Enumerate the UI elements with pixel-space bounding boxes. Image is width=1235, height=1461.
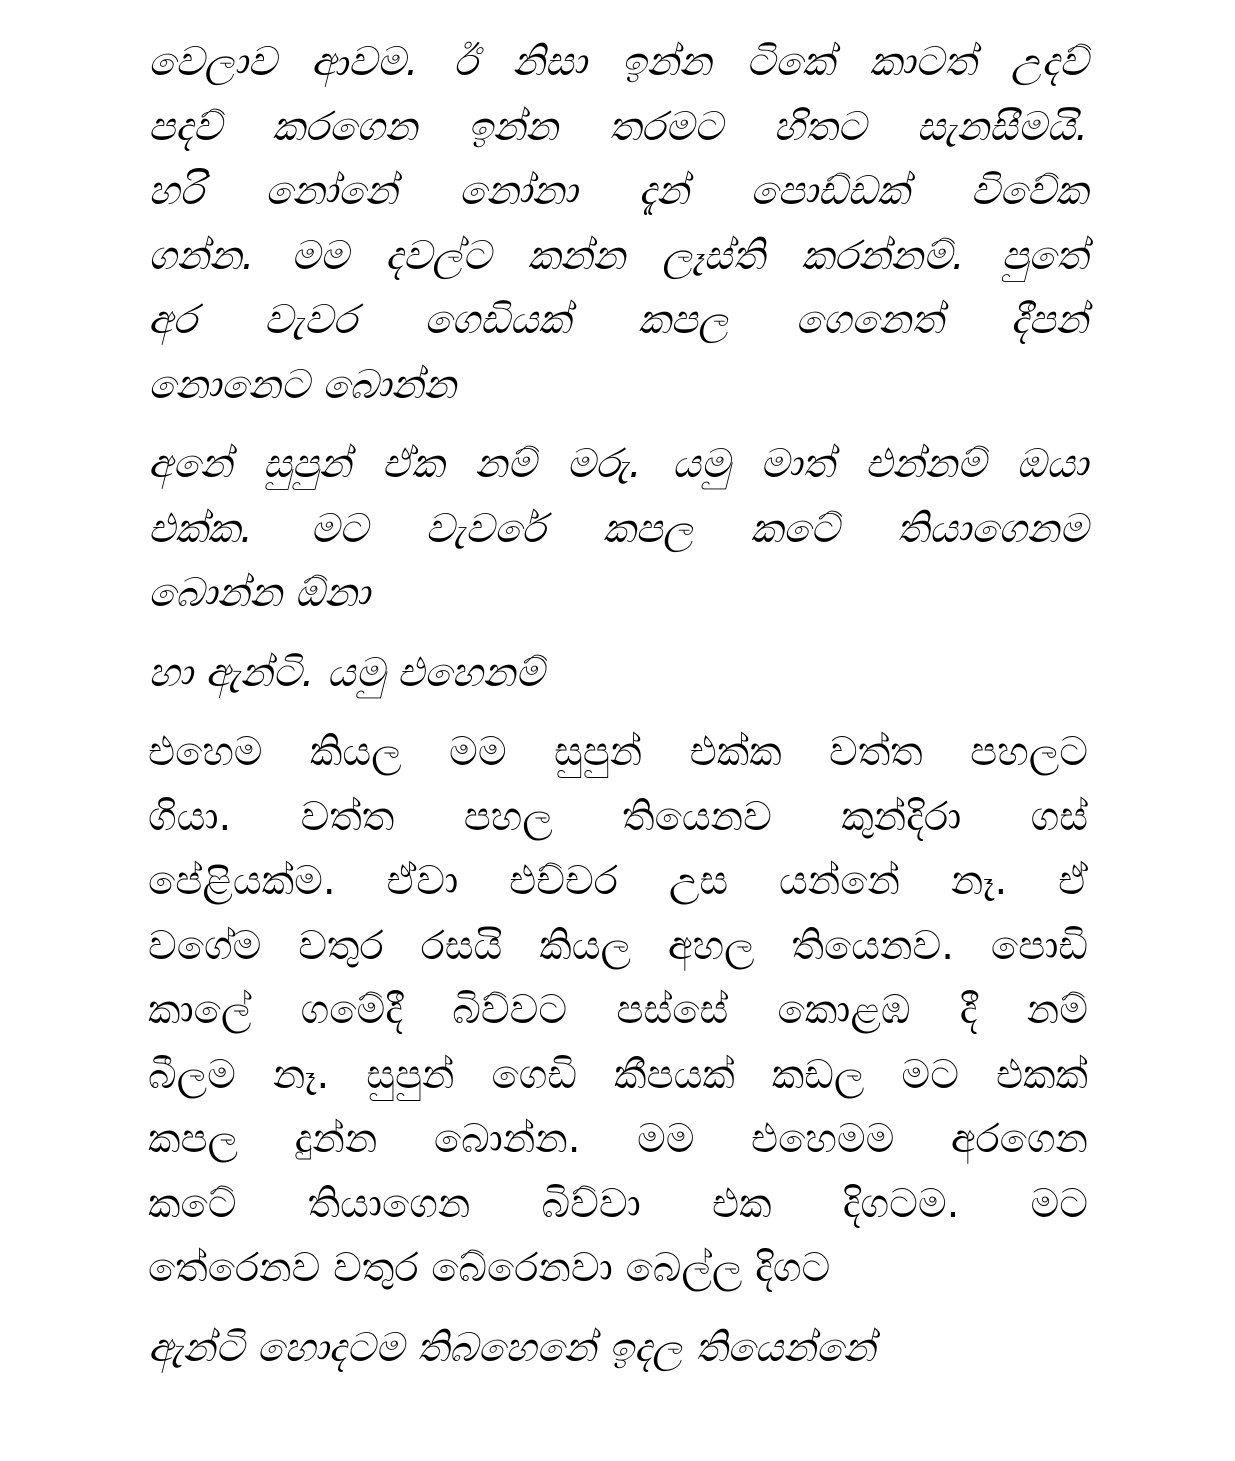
text-line: කාලේ ගමේදී බිව්වට පස්සේ කොළඹ දී නම් [148,987,1088,1033]
paragraph-2 [148,432,1088,626]
text-line: වගේම වතුර රසයි කියල අහල තියෙනව. පොඩි [148,922,1088,969]
text-line: හරි නෝනේ නෝනා දැන් පොඩ්ඩක් විවේක [148,168,1088,214]
paragraph-4 [148,720,1088,1301]
text-line: පදව් කරගෙන ඉන්න තරමට හිතට සැනසීමයි. [148,103,1088,150]
text-line: ගියා. වත්ත පහල තියෙනව කුන්දිරා ගස් [148,793,1088,840]
text-line: එහෙම කියල මම සුපුන් එක්ක වත්ත පහලට [148,729,1088,775]
text-line: අනේ සුපුන් ඒක නම් මරු. යමු මාත් එන්නම් ඔයා [148,441,1088,487]
text-line: කටේ තියාගෙන බිව්වා එක දිගටම. මට [148,1180,1088,1227]
text-line: අර වැවර ගෙඩියක් කපල ගෙනෙත් දීපන් [148,297,1088,343]
document-page [148,30,1088,1380]
text-line: වෙලාව ආවම. ඊ නිසා ඉන්න ටිකේ කාටත් උදව් [148,39,1088,85]
text-line: බොන්න ඕනා [148,570,370,616]
text-line: පේළියක්ම. ඒවා එච්චර උස යන්නේ නෑ. ඒ [148,858,1088,904]
paragraph-3 [148,641,1088,706]
paragraph-1 [148,30,1088,417]
text-line: ගන්න. මම දවල්ට කන්න ලෑස්ති කරන්නම්. පුතේ [148,232,1088,279]
text-line: ඇන්ටි හොදටම තිබහෙනේ ඉදල තියෙන්නේ [148,1324,876,1371]
text-line: එක්ක. මට වැවරේ කපල කටේ තියාගෙනම [148,505,1088,552]
text-line: හා ඇන්ටි. යමු එහෙනම් [148,649,545,696]
paragraph-5 [148,1316,1088,1381]
text-line: නොනෙට බොන්න [148,361,457,408]
text-line: තේරෙනව වතුර බේරෙනවා බෙල්ල දිගට [148,1245,831,1291]
text-line: බීලම නෑ. සුපුන් ගෙඩි කීපයක් කඩල මට එකක් [148,1051,1088,1098]
text-line: කපල දුන්න බොන්න. මම එහෙමම අරගෙන [148,1116,1088,1162]
